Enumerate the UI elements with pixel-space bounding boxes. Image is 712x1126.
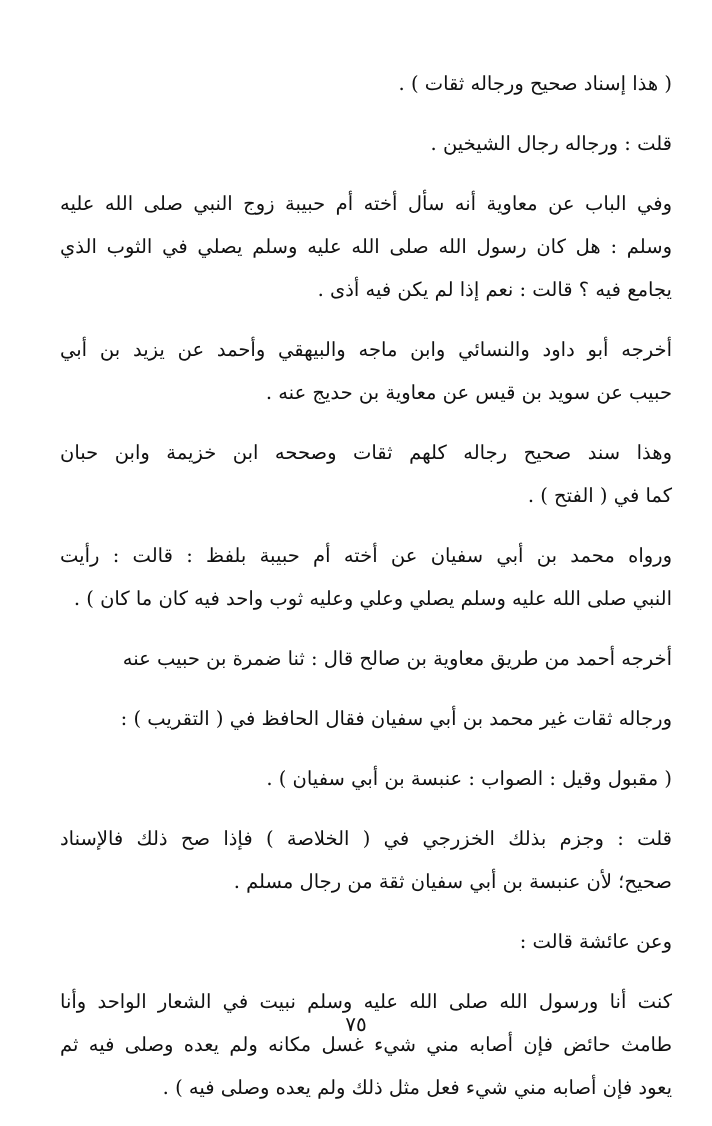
paragraph	[60, 920, 672, 963]
text-line: كما في ( الفتح ) .	[527, 484, 672, 507]
text-line: أخرجه أحمد من طريق معاوية بن صالح قال : ثنا ضمرة بن حبيب عنه	[122, 647, 672, 670]
paragraph	[60, 328, 672, 414]
text-line: يجامع فيه ؟ قالت : نعم إذا لم يكن فيه أذى .	[317, 278, 672, 301]
paragraph	[60, 431, 672, 517]
paragraph	[60, 817, 672, 903]
paragraph	[60, 980, 672, 1109]
text-line: وسلم : هل كان رسول الله صلى الله عليه وسلم يصلي في الثوب الذي	[60, 235, 672, 258]
paragraph	[60, 122, 672, 165]
paragraph	[60, 697, 672, 740]
text-line: صحيح؛ لأن عنبسة بن أبي سفيان ثقة من رجال مسلم .	[233, 870, 672, 893]
text-line: كنت أنا ورسول الله صلى الله عليه وسلم نبيت في الشعار الواحد وأنا	[60, 990, 672, 1013]
text-line: حبيب عن سويد بن قيس عن معاوية بن حديج عنه .	[265, 381, 672, 404]
text-line: وهذا سند صحيح رجاله كلهم ثقات وصححه ابن خزيمة وابن حبان	[60, 441, 672, 464]
text-line: ( مقبول وقيل : الصواب : عنبسة بن أبي سفيان ) .	[266, 767, 672, 790]
paragraph	[60, 534, 672, 620]
text-line: أخرجه أبو داود والنسائي وابن ماجه والبيهقي وأحمد عن يزيد بن أبي	[60, 338, 672, 361]
text-line: طامث حائض فإن أصابه مني شيء غسل مكانه ولم يعده وصلى فيه ثم	[60, 1033, 672, 1056]
paragraph	[60, 62, 672, 105]
text-line: ورجاله ثقات غير محمد بن أبي سفيان فقال الحافظ في ( التقريب ) :	[120, 707, 672, 730]
text-line: النبي صلى الله عليه وسلم يصلي وعلي وعليه ثوب واحد فيه كان ما كان ) .	[73, 587, 672, 610]
text-line: قلت : ورجاله رجال الشيخين .	[430, 132, 672, 155]
paragraph	[60, 182, 672, 311]
page-number: ٧٥	[345, 1012, 367, 1036]
text-line: يعود فإن أصابه مني شيء فعل مثل ذلك ولم يعده وصلى فيه ) .	[162, 1076, 672, 1099]
text-line: ورواه محمد بن أبي سفيان عن أخته أم حبيبة بلفظ : قالت : رأيت	[60, 544, 672, 567]
text-line: قلت : وجزم بذلك الخزرجي في ( الخلاصة ) فإذا صح ذلك فالإسناد	[60, 827, 672, 850]
paragraph	[60, 757, 672, 800]
text-line: وفي الباب عن معاوية أنه سأل أخته أم حبيبة زوج النبي صلى الله عليه	[60, 192, 672, 215]
page-text	[60, 62, 672, 1126]
text-line: وعن عائشة قالت :	[519, 930, 672, 953]
text-line: ( هذا إسناد صحيح ورجاله ثقات ) .	[398, 72, 672, 95]
paragraph	[60, 637, 672, 680]
